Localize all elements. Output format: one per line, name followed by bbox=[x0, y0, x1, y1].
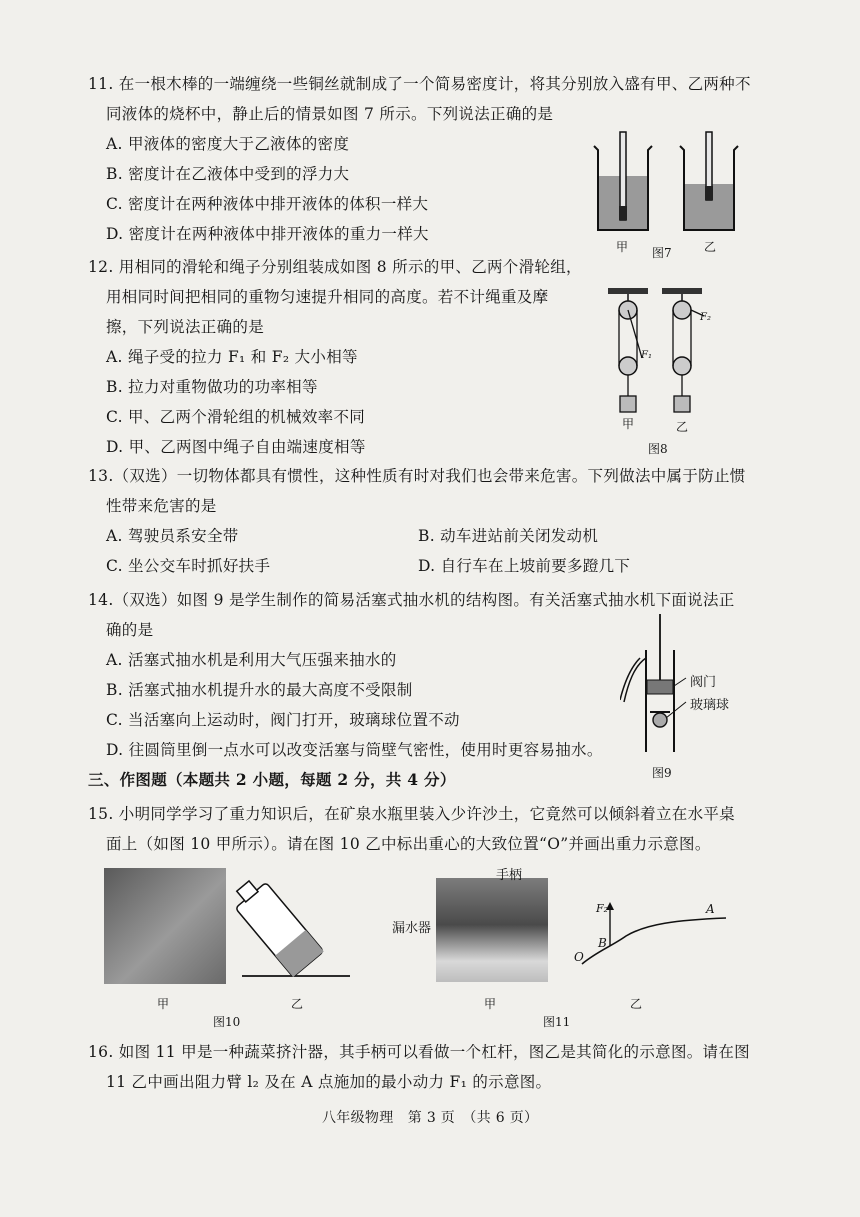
q12-option-c: C. 甲、乙两个滑轮组的机械效率不同 bbox=[106, 408, 366, 426]
fig11-label-handle: 手柄 bbox=[496, 868, 523, 883]
q14-option-c: C. 当活塞向上运动时，阀门打开，玻璃球位置不动 bbox=[106, 711, 460, 729]
fig11-label-leak: 漏水器 bbox=[392, 921, 432, 936]
fig7-label-yi: 乙 bbox=[704, 240, 717, 254]
q11-option-a: A. 甲液体的密度大于乙液体的密度 bbox=[106, 135, 350, 153]
q12-option-d: D. 甲、乙两图中绳子自由端速度相等 bbox=[106, 438, 366, 456]
q14-option-d: D. 往圆筒里倒一点水可以改变活塞与筒壁气密性，使用时更容易抽水。 bbox=[106, 741, 603, 759]
figure-9-pump bbox=[620, 614, 750, 764]
fig10-label-jia: 甲 bbox=[157, 997, 170, 1011]
fig10-diagram-bottle bbox=[232, 872, 352, 980]
fig8-caption: 图8 bbox=[648, 442, 668, 456]
q12-option-b: B. 拉力对重物做功的功率相等 bbox=[106, 378, 318, 396]
fig11-label-b: B bbox=[598, 936, 607, 950]
q11-option-d: D. 密度计在两种液体中排开液体的重力一样大 bbox=[106, 225, 429, 243]
fig9-label-valve: 阀门 bbox=[690, 675, 717, 690]
q15-stem-line2: 面上（如图 10 甲所示）。请在图 10 乙中标出重心的大致位置“O”并画出重力示意图。 bbox=[106, 835, 711, 853]
fig11-label-f2: F₂ bbox=[596, 902, 609, 915]
fig10-caption: 图10 bbox=[213, 1015, 241, 1029]
q16-stem-line2: 11 乙中画出阻力臂 l₂ 及在 A 点施加的最小动力 F₁ 的示意图。 bbox=[106, 1073, 552, 1091]
fig8-label-f2: F₂ bbox=[700, 312, 711, 323]
fig8-label-jia: 甲 bbox=[622, 417, 635, 431]
pulley-system-yi bbox=[662, 288, 704, 412]
q13-option-a: A. 驾驶员系安全带 bbox=[106, 527, 239, 545]
q11-stem-line2: 同液体的烧杯中，静止后的情景如图 7 所示。下列说法正确的是 bbox=[106, 105, 554, 123]
q11-option-c: C. 密度计在两种液体中排开液体的体积一样大 bbox=[106, 195, 429, 213]
q12-stem-line2: 用相同时间把相同的重物匀速提升相同的高度。若不计绳重及摩 bbox=[106, 288, 549, 306]
q14-stem-line2: 确的是 bbox=[106, 621, 154, 639]
q12-stem-line3: 擦，下列说法正确的是 bbox=[106, 318, 265, 336]
q13-option-d: D. 自行车在上坡前要多蹬几下 bbox=[418, 557, 631, 575]
q13-option-b: B. 动车进站前关闭发动机 bbox=[418, 527, 599, 545]
q14-option-a: A. 活塞式抽水机是利用大气压强来抽水的 bbox=[106, 651, 397, 669]
section-3-heading: 三、作图题（本题共 2 小题，每题 2 分，共 4 分） bbox=[88, 770, 456, 789]
q15-stem-line1: 15. 小明同学学习了重力知识后，在矿泉水瓶里装入少许沙土，它竟然可以倾斜着立在水平桌 bbox=[88, 805, 735, 823]
beaker-jia bbox=[594, 132, 652, 230]
fig10-photo-tilted-bottle bbox=[104, 868, 226, 984]
q13-stem-line2: 性带来危害的是 bbox=[106, 497, 217, 515]
page-footer: 八年级物理 第 3 页 （共 6 页） bbox=[322, 1110, 539, 1126]
figure-8-pulleys bbox=[600, 286, 720, 436]
fig10-label-yi: 乙 bbox=[291, 997, 304, 1011]
fig11-label-a: A bbox=[706, 902, 715, 916]
q13-stem-line1: 13.（双选）一切物体都具有惯性，这种性质有时对我们也会带来危害。下列做法中属于防止惯 bbox=[88, 467, 746, 485]
beaker-yi bbox=[680, 132, 738, 230]
q11-option-b: B. 密度计在乙液体中受到的浮力大 bbox=[106, 165, 350, 183]
fig8-label-f1: F₁ bbox=[641, 350, 652, 361]
q13-option-c: C. 坐公交车时抓好扶手 bbox=[106, 557, 271, 575]
fig9-caption: 图9 bbox=[652, 766, 672, 780]
q14-option-b: B. 活塞式抽水机提升水的最大高度不受限制 bbox=[106, 681, 413, 699]
q12-stem-line1: 12. 用相同的滑轮和绳子分别组装成如图 8 所示的甲、乙两个滑轮组， bbox=[88, 258, 582, 276]
fig9-label-glass-ball: 玻璃球 bbox=[690, 698, 730, 713]
fig7-caption: 图7 bbox=[652, 246, 672, 260]
q14-stem-line1: 14.（双选）如图 9 是学生制作的简易活塞式抽水机的结构图。有关活塞式抽水机下面说法正 bbox=[88, 591, 735, 609]
fig11-caption: 图11 bbox=[543, 1015, 571, 1029]
fig11-label-yi: 乙 bbox=[630, 997, 643, 1011]
q16-stem-line1: 16. 如图 11 甲是一种蔬菜挤汁器，其手柄可以看做一个杠杆，图乙是其简化的示意图。请在图 bbox=[88, 1043, 750, 1061]
q11-stem-line1: 11. 在一根木棒的一端缠绕一些铜丝就制成了一个简易密度计，将其分别放入盛有甲、乙两种不 bbox=[88, 75, 751, 93]
fig11-label-jia: 甲 bbox=[484, 997, 497, 1011]
fig11-label-o: O bbox=[574, 950, 584, 964]
fig8-label-yi: 乙 bbox=[676, 420, 689, 434]
fig11-photo-juicer bbox=[436, 878, 548, 982]
fig7-label-jia: 甲 bbox=[616, 240, 629, 254]
q12-option-a: A. 绳子受的拉力 F₁ 和 F₂ 大小相等 bbox=[106, 348, 358, 366]
